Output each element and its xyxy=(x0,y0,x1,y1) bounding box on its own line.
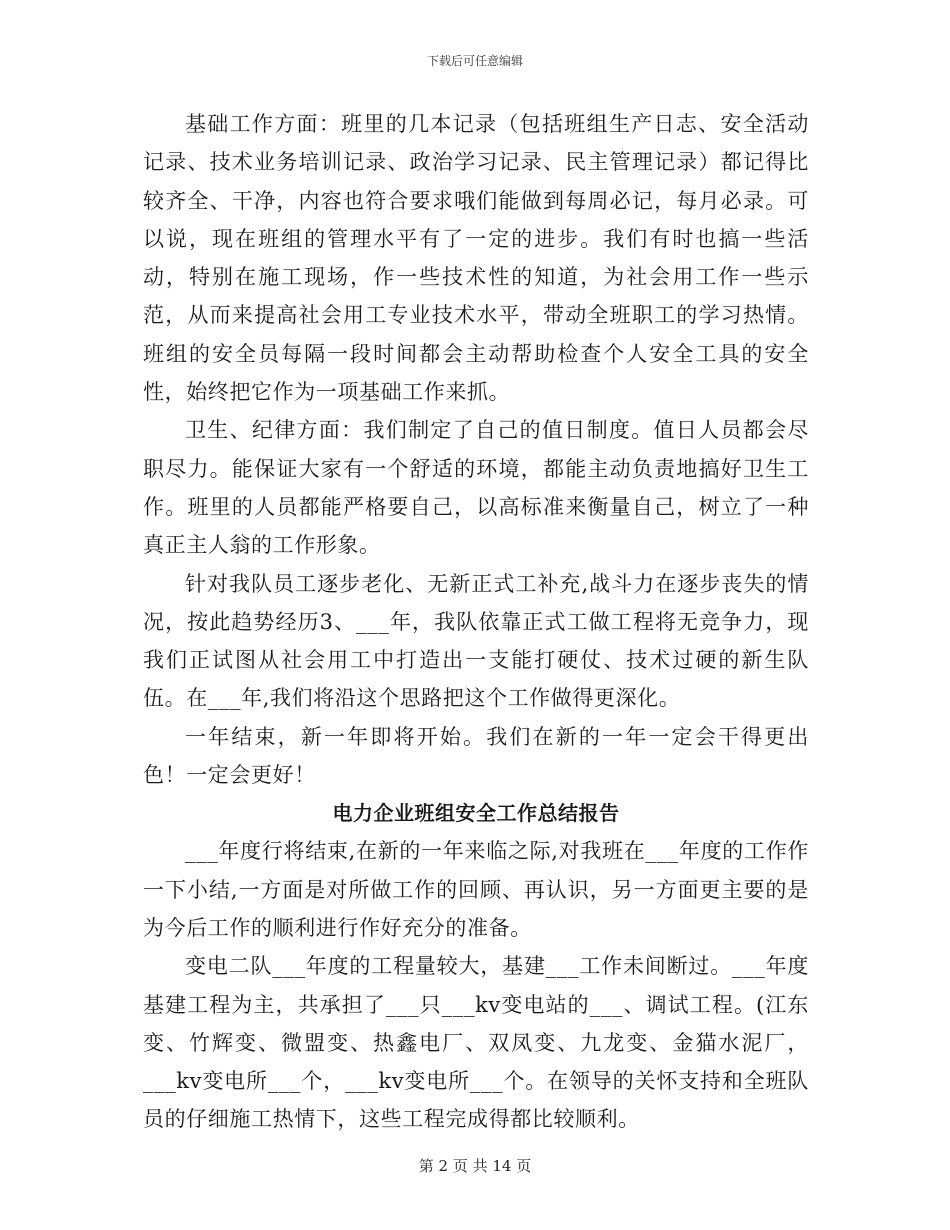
paragraph-staffing-plan: 针对我队员工逐步老化、无新正式工补充,战斗力在逐步丧失的情况，按此趋势经历3、___年，我队依靠正式工做工程将无竞争力，现我们正试图从社会用工中打造出一支能打硬仗、技术过硬的新生队伍。在___年,我们将沿这个思路把这个工作做得更深化。 xyxy=(143,571,809,711)
paragraph-year-end: 一年结束，新一年即将开始。我们在新的一年一定会干得更出色！一定会更好！ xyxy=(143,724,809,788)
page-header: 下载后可任意编辑 xyxy=(426,54,523,68)
paragraph-engineering-workload: 变电二队___年度的工程量较大，基建___工作未间断过。___年度基建工程为主，共承担了___只___kv变电站的___、调试工程。(江东变、竹辉变、微盟变、热鑫电厂、双凤变、九龙变、金猫水泥厂，___kv变电所___个，___kv变电所___个。在领导的关怀支持和全班队员的仔细施工热情下，这些工程完成得都比较顺利。 xyxy=(143,954,809,1132)
paragraph-summary-intro: ___年度行将结束,在新的一年来临之际,对我班在___年度的工作作一下小结,一方面是对所做工作的回顾、再认识，另一方面更主要的是为今后工作的顺利进行作好充分的准备。 xyxy=(143,839,809,940)
paragraph-hygiene-discipline: 卫生、纪律方面：我们制定了自己的值日制度。值日人员都会尽职尽力。能保证大家有一个舒适的环境，都能主动负责地搞好卫生工作。班里的人员都能严格要自己，以高标准来衡量自己，树立了一种真正主人翁的工作形象。 xyxy=(143,418,809,558)
page-number: 第 2 页 共 14 页 xyxy=(418,1157,532,1175)
section-title: 电力企业班组安全工作总结报告 xyxy=(332,801,620,826)
document-body xyxy=(143,105,809,1139)
paragraph-basic-work: 基础工作方面：班里的几本记录（包括班组生产日志、安全活动记录、技术业务培训记录、政治学习记录、民主管理记录）都记得比较齐全、干净，内容也符合要求哦们能做到每周必记，每月必录。可以说，现在班组的管理水平有了一定的进步。我们有时也搞一些活动，特别在施工现场，作一些技术性的知道，为社会用工作一些示范，从而来提高社会用工专业技术水平，带动全班职工的学习热情。班组的安全员每隔一段时间都会主动帮助检查个人安全工具的安全性，始终把它作为一项基础工作来抓。 xyxy=(143,112,809,405)
